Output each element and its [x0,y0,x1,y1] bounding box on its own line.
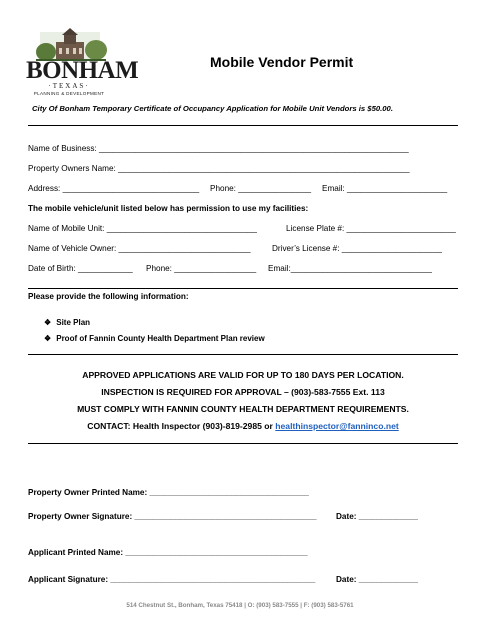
section-divider [28,125,458,126]
owner-printed-name-field[interactable]: Property Owner Printed Name: ___________________________________ [28,488,309,497]
contact-notice: CONTACT: Health Inspector (903)-819-2985 or healthinspector@fanninco.net [87,421,399,431]
vehicle-owner-field[interactable]: Name of Vehicle Owner: _____________________________ [28,244,251,253]
drivers-license-field[interactable]: Driver’s License #: ______________________ [272,244,442,253]
validity-notice: APPROVED APPLICATIONS ARE VALID FOR UP TO 180 DAYS PER LOCATION. [82,370,404,380]
phone-field[interactable]: Phone: ________________ [210,184,312,193]
fee-subtitle: City Of Bonham Temporary Certificate of Occupancy Application for Mobile Unit Vendors is $50.00. [32,104,393,113]
license-plate-field[interactable]: License Plate #: ________________________ [286,224,456,233]
requirement-item: ❖ Proof of Fannin County Health Department Plan review [44,334,265,343]
applicant-signature-field[interactable]: Applicant Signature: _____________________________________________ [28,575,316,584]
date-of-birth-field[interactable]: Date of Birth: ____________ [28,264,133,273]
applicant-date-field[interactable]: Date: _____________ [336,575,418,584]
logo-tagline: PLANNING & DEVELOPMENT [33,91,105,96]
requirements-heading: Please provide the following information: [28,292,189,301]
page-title: Mobile Vendor Permit [210,54,354,70]
logo-state: ·TEXAS· [48,82,90,90]
section-divider [28,354,458,355]
business-name-field[interactable]: Name of Business: ____________________________________________________________________ [28,144,409,153]
inspection-notice: INSPECTION IS REQUIRED FOR APPROVAL – (903)-583-7555 Ext. 113 [101,387,385,397]
section-divider [28,443,458,444]
applicant-printed-name-field[interactable]: Applicant Printed Name: ________________________________________ [28,548,308,557]
diamond-bullet-icon: ❖ [44,318,52,327]
logo-wordmark: BONHAM [26,57,139,84]
address-field[interactable]: Address: ______________________________ [28,184,200,193]
mobile-unit-name-field[interactable]: Name of Mobile Unit: _________________________________ [28,224,257,233]
requirement-item: ❖ Site Plan [44,318,91,327]
health-inspector-email-link[interactable]: healthinspector@fanninco.net [275,421,399,431]
owner-signature-field[interactable]: Property Owner Signature: ________________________________________ [28,512,317,521]
property-owners-field[interactable]: Property Owners Name: ________________________________________________________________ [28,164,410,173]
owner-date-field[interactable]: Date: _____________ [336,512,418,521]
section-divider [28,288,458,289]
email-field-2[interactable]: Email:_______________________________ [268,264,432,273]
phone-field-2[interactable]: Phone: __________________ [146,264,257,273]
email-field[interactable]: Email: ______________________ [322,184,448,193]
footer-contact: 514 Chestnut St., Bonham, Texas 75418 | O: (903) 583-7555 | F: (903) 583-5761 [126,602,354,609]
permission-statement: The mobile vehicle/unit listed below has permission to use my facilities: [28,204,309,213]
compliance-notice: MUST COMPLY WITH FANNIN COUNTY HEALTH DEPARTMENT REQUIREMENTS. [77,404,409,414]
diamond-bullet-icon: ❖ [44,334,52,343]
